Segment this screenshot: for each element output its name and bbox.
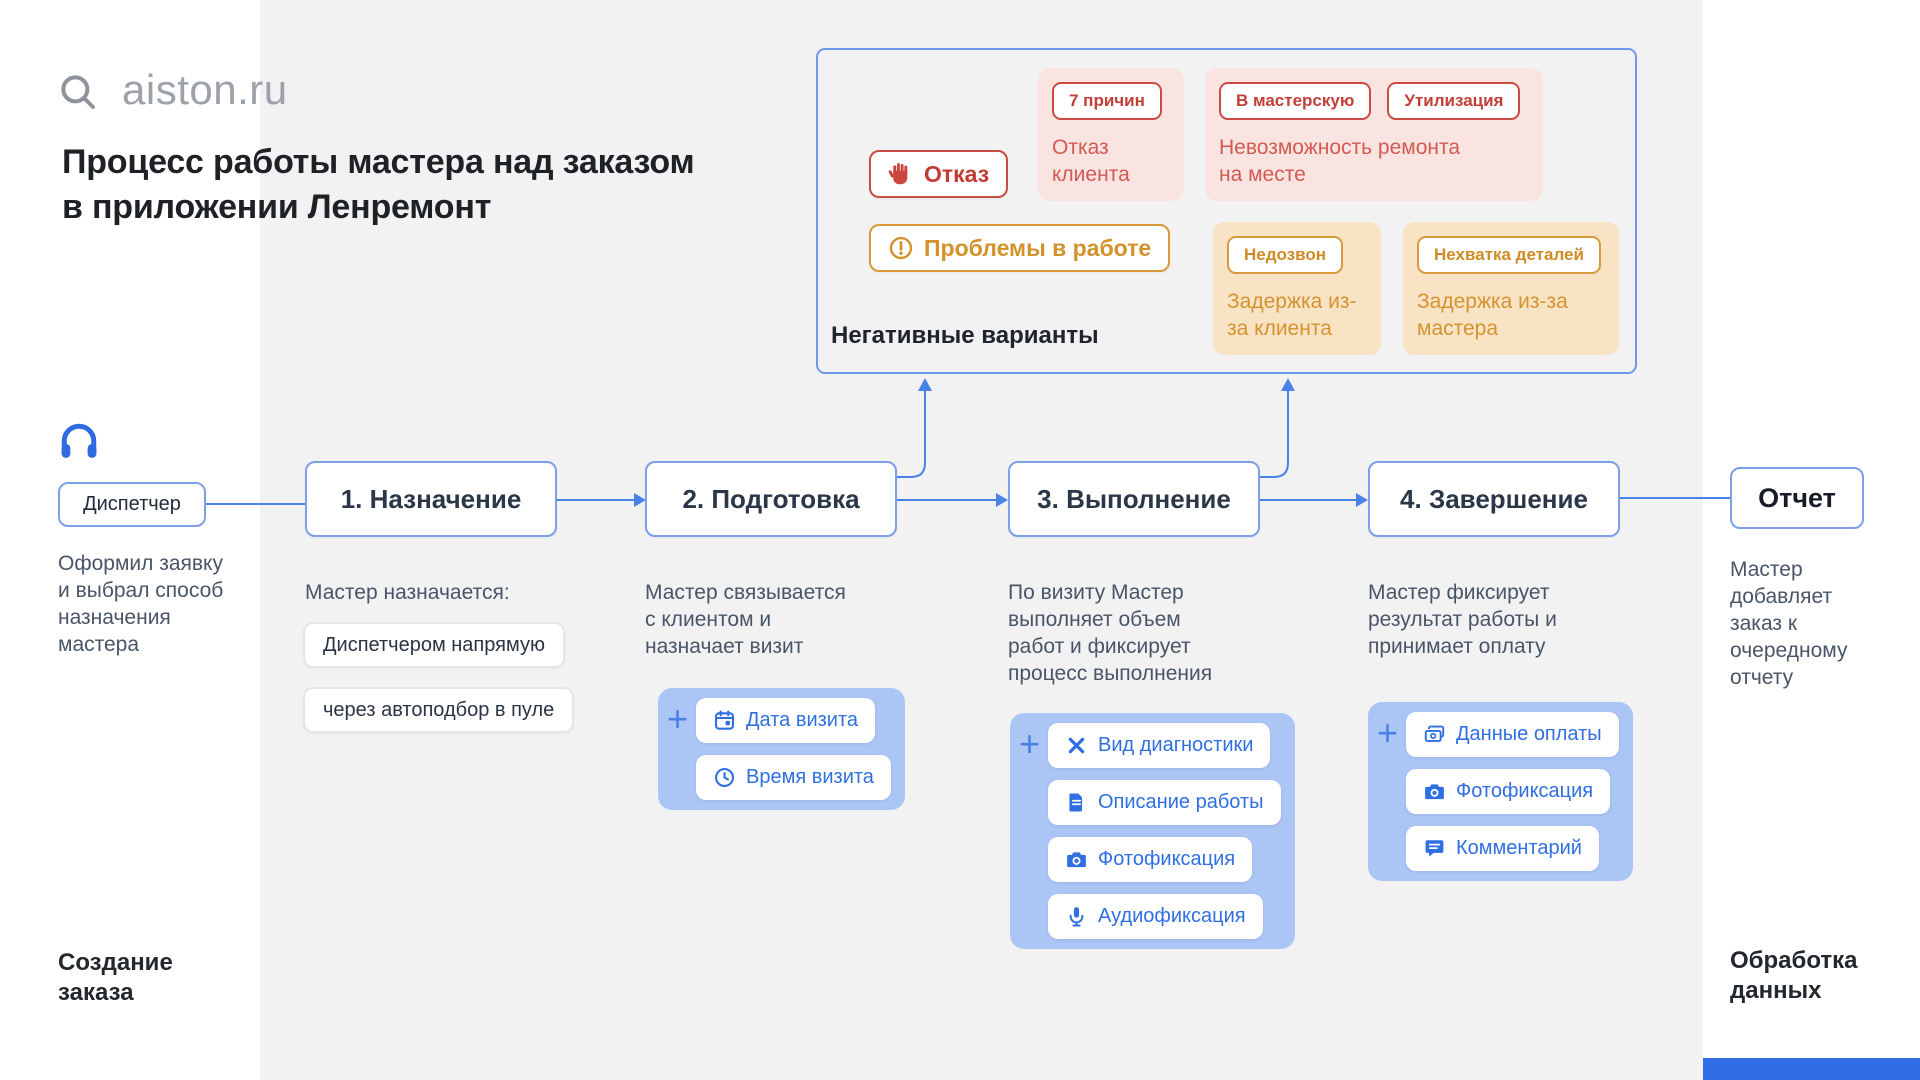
page-title-line2: в приложении Ленремонт	[62, 188, 492, 226]
step-3-description: По визиту Мастер выполняет объем работ и фиксирует процесс выполнения	[1008, 581, 1213, 685]
negative-variants-label: Негативные варианты	[831, 322, 1099, 349]
footer-accent-bar	[1703, 1058, 1920, 1080]
payment-icon	[1423, 723, 1446, 746]
logo-text: aiston.ru	[122, 66, 288, 113]
step-box-completion	[1368, 461, 1620, 537]
hand-stop-icon	[888, 161, 914, 187]
comment-icon	[1423, 837, 1446, 860]
problems-button-label: Проблемы в работе	[924, 234, 1152, 261]
client-refusal-text: Отказ клиента	[1052, 136, 1130, 186]
footer-right-label: Обработка данных	[1730, 947, 1858, 1004]
search-icon	[58, 72, 98, 112]
step-box-assignment	[305, 461, 557, 537]
step-box-execution	[1008, 461, 1260, 537]
step-2-title: 2. Подготовка	[682, 483, 860, 514]
chip-direct-dispatcher[interactable]	[303, 622, 565, 668]
master-delay-card	[1403, 222, 1619, 355]
page-title-line1: Процесс работы мастера над заказом	[62, 143, 695, 181]
repair-impossible-text: Невозможность ремонта на месте	[1219, 136, 1461, 186]
time-visit-label: Время визита	[746, 766, 874, 788]
problems-button[interactable]	[869, 224, 1170, 272]
microphone-icon	[1065, 905, 1088, 928]
page-title	[62, 140, 694, 230]
date-visit-label: Дата визита	[746, 709, 859, 731]
work-description-label: Описание работы	[1098, 791, 1264, 813]
work-description-item[interactable]	[1048, 780, 1281, 825]
no-answer-badge: Недозвон	[1227, 236, 1343, 274]
comment-item[interactable]	[1406, 826, 1599, 871]
photo-fixation-item[interactable]	[1406, 769, 1610, 814]
plus-icon: +	[667, 698, 689, 739]
date-visit-item[interactable]	[696, 698, 875, 743]
dispatcher-label: Диспетчер	[83, 493, 181, 515]
step-box-preparation	[645, 461, 897, 537]
step-2-description: Мастер связывается с клиентом и назначает визит	[645, 581, 846, 658]
photo-fixation-label: Фотофиксация	[1098, 848, 1236, 870]
chip-auto-pool-label: через автоподбор в пуле	[323, 698, 555, 721]
client-delay-text: Задержка из-за клиента	[1227, 290, 1357, 340]
repair-impossible-card	[1205, 68, 1543, 201]
headphones-icon	[56, 418, 102, 464]
refuse-button-label: Отказ	[924, 160, 990, 187]
preparation-panel	[658, 688, 905, 810]
negative-variants-box	[816, 48, 1637, 374]
plus-icon: +	[1377, 712, 1399, 753]
time-visit-item[interactable]	[696, 755, 891, 800]
camera-icon	[1423, 780, 1446, 803]
audio-fixation-item[interactable]	[1048, 894, 1263, 939]
report-description: Мастер добавляет заказ к очередному отчету	[1730, 558, 1848, 689]
footer-left-label: Создание заказа	[58, 949, 173, 1006]
plus-icon: +	[1019, 723, 1041, 764]
dispatcher-chip[interactable]	[58, 482, 206, 527]
payment-data-label: Данные оплаты	[1456, 723, 1602, 745]
document-icon	[1065, 791, 1088, 814]
chip-auto-pool[interactable]	[303, 687, 574, 733]
camera-icon	[1065, 848, 1088, 871]
step-4-description: Мастер фиксирует результат работы и принимает оплату	[1368, 581, 1557, 658]
photo-fixation-label: Фотофиксация	[1456, 780, 1594, 802]
master-delay-text: Задержка из-за мастера	[1417, 290, 1568, 340]
photo-fixation-item[interactable]	[1048, 837, 1252, 882]
dispatcher-description: Оформил заявку и выбрал способ назначения мастера	[58, 552, 224, 656]
step-1-description: Мастер назначается:	[305, 581, 510, 604]
calendar-icon	[713, 709, 736, 732]
client-refusal-card	[1038, 68, 1184, 201]
step-3-title: 3. Выполнение	[1037, 483, 1231, 514]
step-1-title: 1. Назначение	[340, 483, 522, 514]
utilization-badge: Утилизация	[1387, 82, 1520, 120]
diagnostics-icon	[1065, 734, 1088, 757]
step-4-title: 4. Завершение	[1400, 483, 1588, 514]
clock-icon	[713, 766, 736, 789]
execution-panel	[1010, 713, 1295, 949]
client-delay-card	[1213, 222, 1381, 355]
parts-shortage-badge: Нехватка деталей	[1417, 236, 1601, 274]
payment-data-item[interactable]	[1406, 712, 1619, 757]
diagnostics-item[interactable]	[1048, 723, 1270, 768]
refuse-button[interactable]	[869, 150, 1008, 198]
report-label: Отчет	[1758, 482, 1836, 513]
comment-label: Комментарий	[1456, 837, 1582, 859]
chip-direct-dispatcher-label: Диспетчером напрямую	[323, 633, 545, 656]
reasons-badge: 7 причин	[1052, 82, 1162, 120]
audio-fixation-label: Аудиофиксация	[1098, 905, 1246, 927]
warning-icon	[888, 235, 914, 261]
diagnostics-label: Вид диагностики	[1098, 734, 1254, 756]
report-box	[1730, 467, 1864, 529]
to-workshop-badge: В мастерскую	[1219, 82, 1371, 120]
completion-panel	[1368, 702, 1633, 881]
